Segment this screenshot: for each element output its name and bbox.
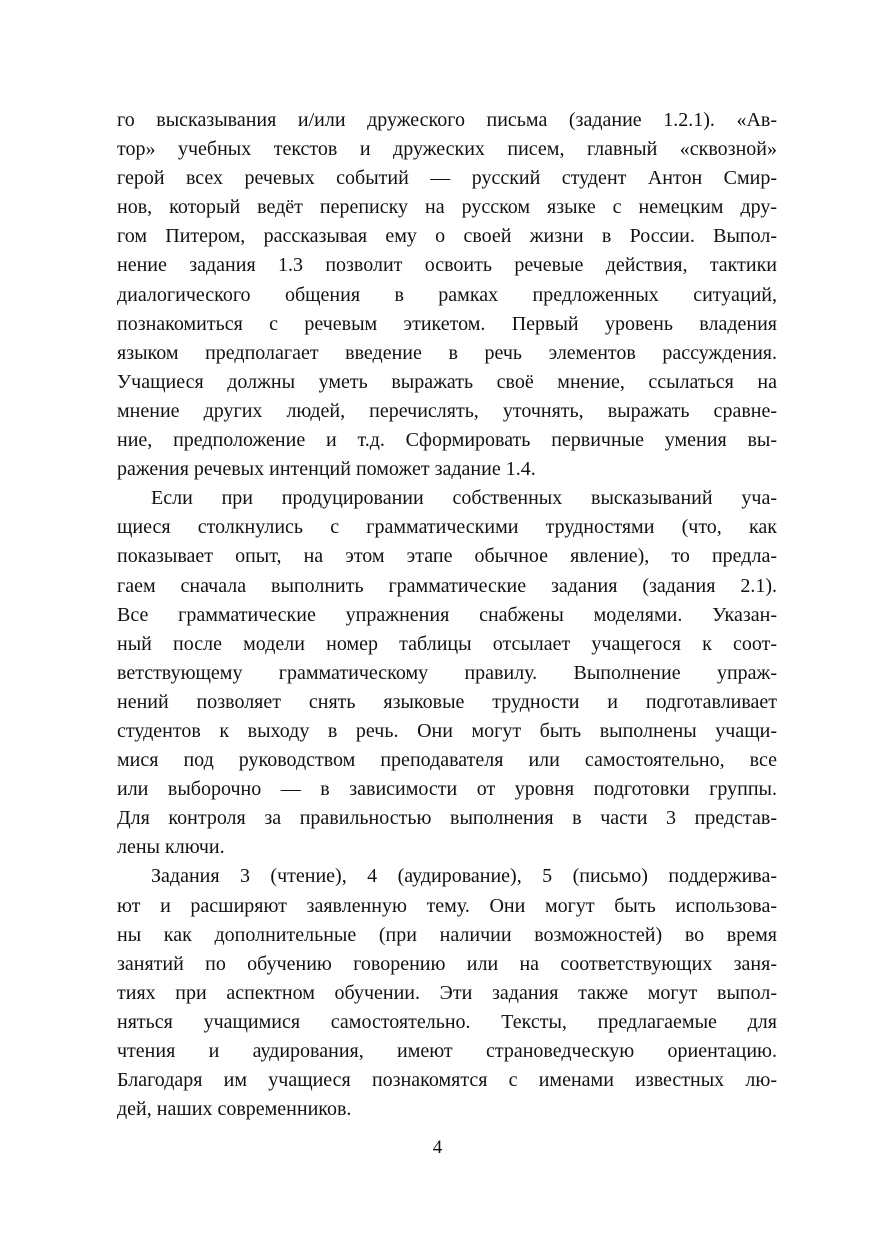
text-line: познакомиться с речевым этикетом. Первый уровень владения bbox=[117, 312, 777, 335]
text-line: щиеся столкнулись с грамматическими трудностями (что, как bbox=[117, 516, 777, 539]
text-line: Если при продуцировании собственных высказываний уча- bbox=[151, 487, 777, 510]
text-line: ветствующему грамматическому правилу. Выполнение упраж- bbox=[117, 661, 777, 684]
text-line: дей, наших современников. bbox=[117, 1098, 352, 1121]
text-line: нов, который ведёт переписку на русском языке с немецким дру- bbox=[117, 196, 777, 219]
document-body bbox=[117, 106, 777, 1124]
text-line: гаем сначала выполнить грамматические задания (задания 2.1). bbox=[117, 574, 777, 597]
text-line: мнение других людей, перечислять, уточнять, выражать сравне- bbox=[117, 399, 777, 422]
text-line: ют и расширяют заявленную тему. Они могут быть использова- bbox=[117, 894, 777, 917]
text-line: нений позволяет снять языковые трудности и подготавливает bbox=[117, 690, 777, 713]
text-line: го высказывания и/или дружеского письма (задание 1.2.1). «Ав- bbox=[117, 109, 777, 131]
text-line: лены ключи. bbox=[117, 836, 225, 859]
text-line: занятий по обучению говорению или на соответствующих заня- bbox=[117, 952, 777, 975]
text-line: герой всех речевых событий — русский студент Антон Смир- bbox=[117, 167, 777, 190]
text-line: или выборочно — в зависимости от уровня подготовки группы. bbox=[117, 778, 777, 801]
paragraph-2 bbox=[117, 484, 777, 862]
text-line: няться учащимися самостоятельно. Тексты, предлагаемые для bbox=[117, 1010, 777, 1033]
text-line: показывает опыт, на этом этапе обычное явление), то предла- bbox=[117, 545, 777, 568]
text-line: тиях при аспектном обучении. Эти задания также могут выпол- bbox=[117, 981, 777, 1004]
text-line: мися под руководством преподавателя или самостоятельно, все bbox=[117, 749, 777, 772]
paragraph-1 bbox=[117, 106, 777, 484]
text-line: ние, предположение и т.д. Сформировать первичные умения вы- bbox=[117, 429, 777, 452]
text-line: тор» учебных текстов и дружеских писем, главный «сквозной» bbox=[117, 138, 777, 161]
text-line: ны как дополнительные (при наличии возможностей) во время bbox=[117, 923, 777, 946]
text-line: ражения речевых интенций поможет задание 1.4. bbox=[117, 458, 536, 481]
text-line: Благодаря им учащиеся познакомятся с именами известных лю- bbox=[117, 1069, 777, 1092]
text-line: диалогического общения в рамках предложенных ситуаций, bbox=[117, 283, 777, 306]
text-line: Все грамматические упражнения снабжены моделями. Указан- bbox=[117, 603, 777, 626]
text-line: языком предполагает введение в речь элементов рассуждения. bbox=[117, 341, 777, 364]
text-line: гом Питером, рассказывая ему о своей жизни в России. Выпол- bbox=[117, 225, 777, 248]
text-line: студентов к выходу в речь. Они могут быть выполнены учащи- bbox=[117, 719, 777, 742]
text-line: чтения и аудирования, имеют страноведческую ориентацию. bbox=[117, 1040, 777, 1062]
paragraph-3 bbox=[117, 862, 777, 1124]
text-line: нение задания 1.3 позволит освоить речевые действия, тактики bbox=[117, 254, 777, 277]
page-number: 4 bbox=[432, 1137, 443, 1158]
text-line: ный после модели номер таблицы отсылает учащегося к соот- bbox=[117, 632, 777, 655]
text-line: Учащиеся должны уметь выражать своё мнение, ссылаться на bbox=[117, 370, 777, 393]
text-line: Задания 3 (чтение), 4 (аудирование), 5 (письмо) поддержива- bbox=[151, 865, 777, 888]
text-line: Для контроля за правильностью выполнения в части 3 представ- bbox=[117, 807, 777, 830]
